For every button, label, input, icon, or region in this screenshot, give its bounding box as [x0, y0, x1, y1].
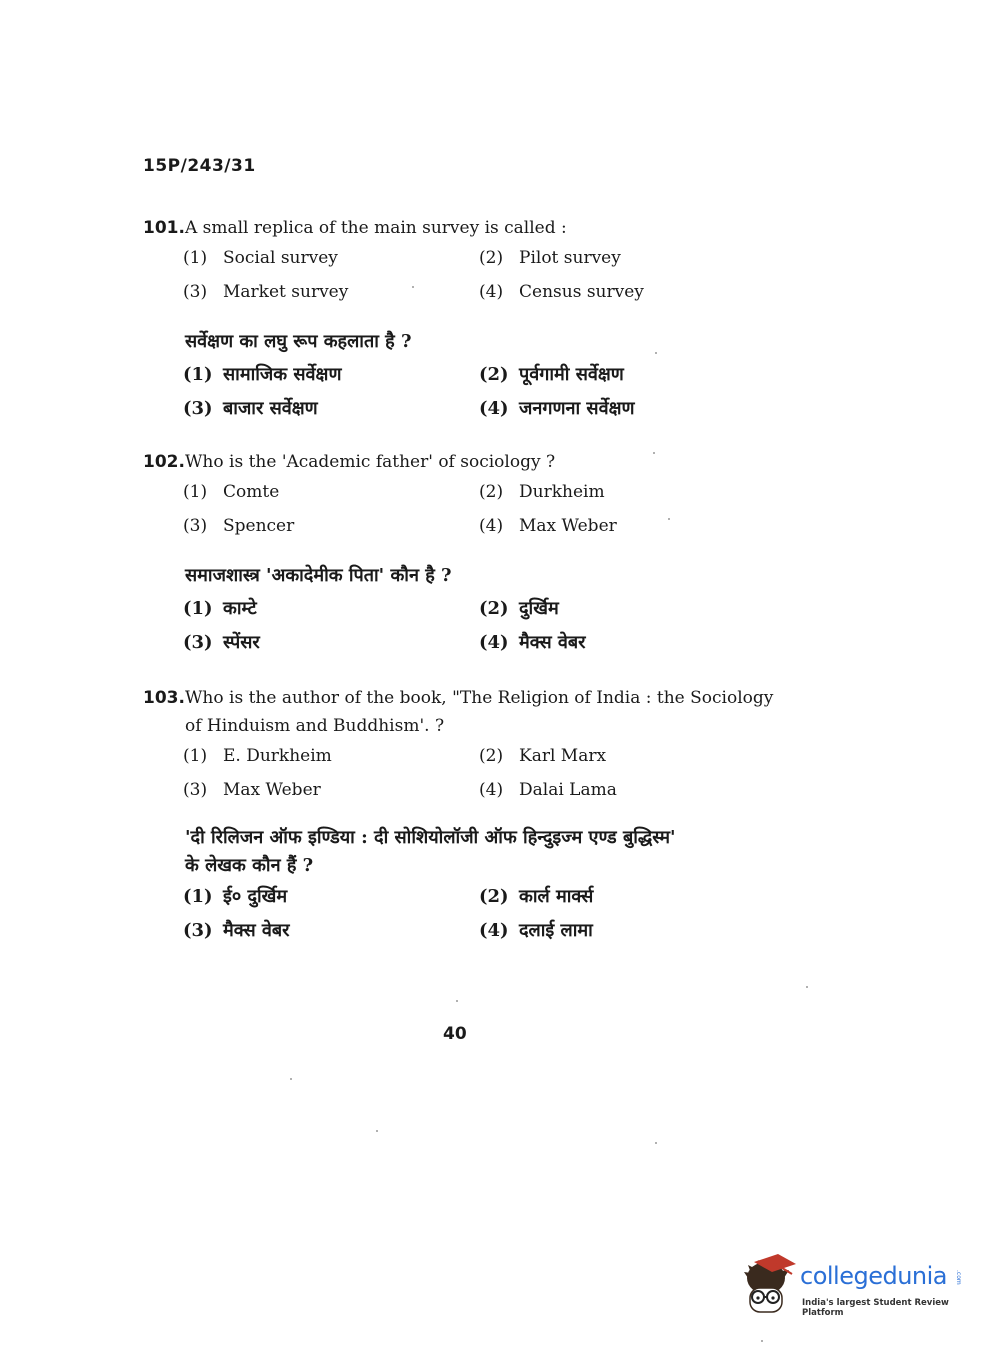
question-text: Who is the 'Academic father' of sociology ?	[184, 452, 556, 472]
options-hindi	[183, 880, 743, 952]
brand-tagline: India's largest Student Review Platform	[802, 1298, 949, 1318]
question-text: A small replica of the main survey is called :	[184, 218, 567, 238]
scan-speck	[456, 1000, 458, 1002]
option-3: (3) Market survey	[183, 282, 349, 302]
paper-code: 15P/243/31	[143, 156, 256, 176]
option-1: (1) Social survey	[183, 248, 338, 268]
scan-speck	[653, 452, 655, 454]
brand-domain: .com	[955, 1270, 962, 1285]
option-2: (2) Karl Marx	[479, 746, 607, 766]
option-2-hindi: (2) कार्ल मार्क्स	[479, 886, 594, 907]
option-4-hindi: (4) दलाई लामा	[479, 920, 593, 941]
question-stem	[143, 214, 783, 242]
option-1: (1) E. Durkheim	[183, 746, 332, 766]
question-text-hindi: सर्वेक्षण का लघु रूप कहलाता है ?	[185, 331, 412, 352]
question-text-line-1: Who is the author of the book, "The Religion of India : the Sociology	[184, 688, 774, 708]
question-stem	[143, 684, 783, 740]
option-4-hindi: (4) मैक्स वेबर	[479, 632, 586, 653]
options-english	[183, 242, 743, 314]
option-4: (4) Max Weber	[479, 516, 617, 536]
option-3: (3) Max Weber	[183, 780, 321, 800]
option-3: (3) Spencer	[183, 516, 295, 536]
option-1: (1) Comte	[183, 482, 280, 502]
brand-name: collegedunia	[800, 1262, 948, 1290]
scan-speck	[655, 352, 657, 354]
option-1-hindi: (1) ई० दुर्खिम	[183, 886, 288, 907]
option-1-hindi: (1) सामाजिक सर्वेक्षण	[183, 364, 342, 385]
question-text-line-2: of Hinduism and Buddhism'. ?	[185, 716, 445, 736]
scan-speck	[376, 1130, 378, 1132]
option-4: (4) Dalai Lama	[479, 780, 617, 800]
question-text-hindi-line-1: 'दी रिलिजन ऑफ इण्डिया : दी सोशियोलॉजी ऑफ हिन्दुइज्म एण्ड बुद्धिस्म'	[185, 827, 676, 848]
scan-speck	[655, 1142, 657, 1144]
option-2-hindi: (2) दुर्खिम	[479, 598, 559, 619]
scan-speck	[668, 518, 670, 520]
option-2: (2) Pilot survey	[479, 248, 621, 268]
mascot-icon	[742, 1248, 798, 1322]
question-text-hindi	[185, 824, 783, 880]
option-3-hindi: (3) मैक्स वेबर	[183, 920, 290, 941]
options-english	[183, 476, 743, 548]
question-number: 102.	[143, 452, 185, 472]
option-2: (2) Durkheim	[479, 482, 605, 502]
option-3-hindi: (3) स्पेंसर	[183, 632, 260, 653]
options-english	[183, 740, 743, 812]
option-4-hindi: (4) जनगणना सर्वेक्षण	[479, 398, 635, 419]
scan-speck	[806, 986, 808, 988]
options-hindi	[183, 356, 743, 428]
scan-speck	[412, 286, 414, 288]
option-2-hindi: (2) पूर्वगामी सर्वेक्षण	[479, 364, 624, 385]
question-number: 101.	[143, 218, 185, 238]
scan-speck	[290, 1078, 292, 1080]
page-number: 40	[443, 1024, 467, 1044]
question-103	[143, 684, 783, 952]
option-3-hindi: (3) बाजार सर्वेक्षण	[183, 398, 318, 419]
options-hindi	[183, 590, 743, 662]
question-number: 103.	[143, 688, 185, 708]
question-text-hindi-line-2: के लेखक कौन हैं ?	[185, 855, 314, 876]
collegedunia-logo	[742, 1248, 972, 1322]
question-101	[143, 214, 783, 428]
option-1-hindi: (1) काम्टे	[183, 598, 257, 619]
question-102	[143, 448, 783, 662]
scan-speck	[761, 1340, 763, 1342]
question-stem	[143, 448, 783, 476]
question-text-hindi: समाजशास्त्र 'अकादेमीक पिता' कौन है ?	[185, 565, 452, 586]
option-4: (4) Census survey	[479, 282, 644, 302]
